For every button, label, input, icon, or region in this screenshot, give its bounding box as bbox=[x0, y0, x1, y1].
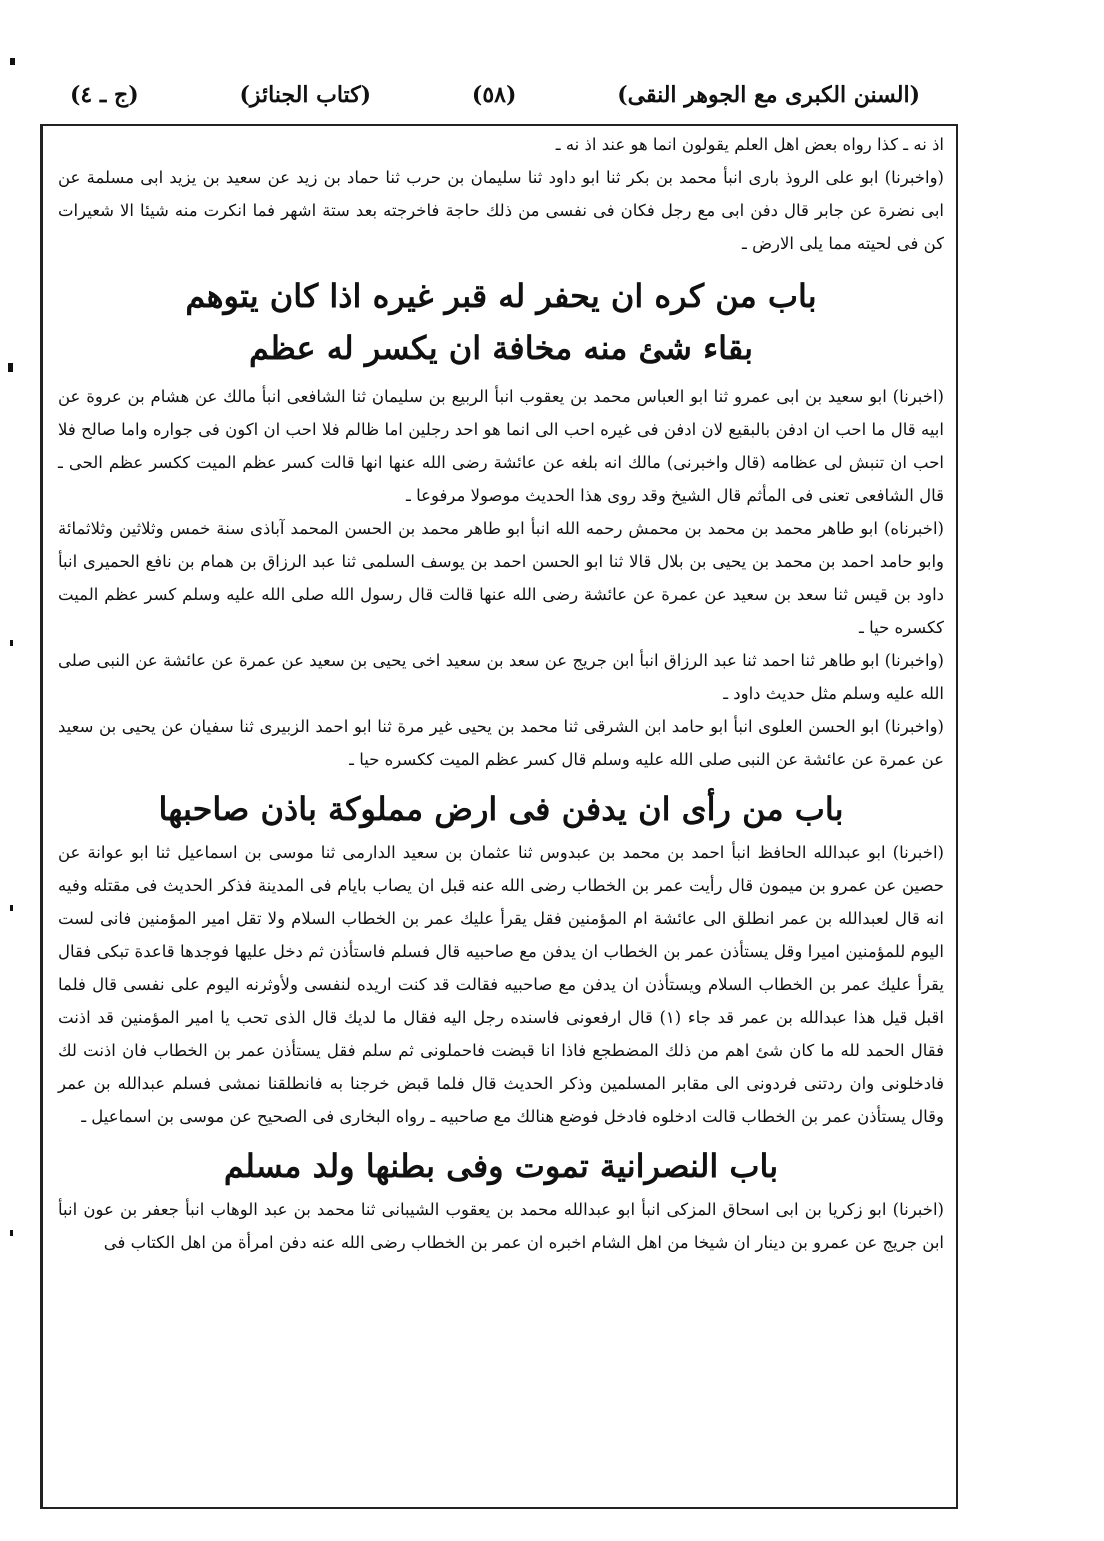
paragraph: (واخبرنا) ابو طاهر ثنا احمد ثنا عبد الرزاق انبأ ابن جريج عن سعد بن سعيد اخى يحيى بن سعيد عن عمرة عن عائشة عن النبى صلى الله عليه وسلم مثل حديث داود ـ bbox=[58, 651, 944, 703]
margin-mark bbox=[10, 640, 13, 646]
page-header bbox=[70, 70, 920, 120]
chapter-heading: باب النصرانية تموت وفى بطنها ولد مسلم bbox=[223, 1147, 779, 1185]
paragraph: (واخبرنا) ابو على الروذ بارى انبأ محمد بن بكر ثنا ابو داود ثنا سليمان بن حرب ثنا حماد بن زيد عن سعيد بن يزيد ابى مسلمة عن ابى نضرة عن جابر قال دفن ابى مع رجل فكان فى نفسى من ذلك حاجة فاخرجته بعد ستة اشهر فما انكرت منه شيئا الا شعيرات كن فى لحيته مما يلى الارض ـ bbox=[58, 168, 944, 253]
page-content bbox=[58, 128, 944, 1259]
paragraph: (اخبرنا) ابو عبدالله الحافظ انبأ احمد بن محمد بن عبدوس ثنا عثمان بن سعيد الدارمى ثنا موسى بن اسماعيل ثنا ابو عوانة عن حصين عن عمرو بن ميمون قال رأيت عمر بن الخطاب رضى الله عنه قبل ان يصاب بايام فى المدينة فذكر الحديث فى مقتله وفيه انه قال لعبدالله بن عمر انطلق الى عائشة ام المؤمنين فقل يقرأ عليك عمر بن الخطاب السلام ولا تقل امير المؤمنين فانى لست اليوم للمؤمنين اميرا وقل يستأذن عمر بن الخطاب ان يدفن مع صاحبيه قال فسلم فاستأذن ثم دخل عليها فوجدها قاعدة تبكى فقال يقرأ عليك عمر بن الخطاب السلام ويستأذن ان يدفن مع صاحبيه فقالت قد كنت اريده لنفسى ولأوثرنه اليوم على نفسى قال فلما اقبل قيل هذا عبدالله بن عمر قد جاء (١) قال ارفعونى فاسنده رجل اليه فقال ما لديك قال الذى تحب يا امير المؤمنين قد اذنت فقال الحمد لله ما كان شئ اهم من ذلك المضطجع فاذا انا قبضت فاحملونى ثم سلم فقل يستأذن عمر بن الخطاب فان اذنت لك فادخلونى وان ردتنى فردونى الى مقابر المسلمين وذكر الحديث قال فلما قبض خرجنا به فانطلقنا نمشى فسلم عبدالله بن عمر وقال يستأذن عمر بن الخطاب قالت ادخلوه فادخل فوضع هنالك مع صاحبيه ـ رواه البخارى فى الصحيح عن موسى بن اسماعيل ـ bbox=[58, 843, 945, 1126]
chapter-heading bbox=[58, 270, 944, 374]
margin-mark bbox=[10, 58, 15, 65]
chapter-heading: باب من رأى ان يدفن فى ارض مملوكة باذن صاحبها bbox=[158, 790, 844, 828]
book-title: (السنن الكبرى مع الجوهر النقى) bbox=[617, 82, 920, 108]
margin-mark bbox=[8, 363, 13, 372]
section-title: (كتاب الجنائز) bbox=[239, 82, 372, 108]
volume-number: (ج ـ ٤) bbox=[70, 82, 139, 108]
paragraph: (اخبرنا) ابو زكريا بن ابى اسحاق المزكى انبأ ابو عبدالله محمد بن يعقوب الشيبانى ثنا محمد بن عبد الوهاب انبأ جعفر بن عون انبأ ابن جريج عن عمرو بن دينار ان شيخا من اهل الشام اخبره ان عمر بن الخطاب رضى الله عنه دفن امرأة من اهل الكتاب فى bbox=[58, 1200, 944, 1252]
paragraph: (واخبرنا) ابو الحسن العلوى انبأ ابو حامد ابن الشرقى ثنا محمد بن يحيى غير مرة ثنا ابو احمد الزبيرى ثنا سفيان عن يحيى بن سعيد عن عمرة عن عائشة عن النبى صلى الله عليه وسلم قال كسر عظم الميت ككسره حيا ـ bbox=[58, 717, 944, 769]
paragraph: (اخبرناه) ابو طاهر محمد بن محمد بن محمش رحمه الله انبأ ابو طاهر محمد بن الحسن المحمد آباذى سنة خمس وثلاثين وثلاثمائة وابو حامد احمد بن محمد بن يحيى بن بلال قالا ثنا ابو الحسن احمد بن يوسف السلمى ثنا عبد الرزاق بن همام بن نافع الحميرى انبأ داود بن قيس ثنا سعد بن سعيد عن عمرة عن عائشة رضى الله عنها قالت قال رسول الله صلى الله عليه وسلم كسر عظم الميت ككسره حيا ـ bbox=[58, 519, 944, 637]
page-number: (٥٨) bbox=[471, 82, 517, 108]
margin-mark bbox=[10, 905, 13, 911]
chapter-heading-line: بقاء شئ منه مخافة ان يكسر له عظم bbox=[248, 329, 754, 367]
chapter-heading-line: باب من كره ان يحفر له قبر غيره اذا كان يتوهم bbox=[185, 277, 817, 315]
paragraph: (اخبرنا) ابو سعيد بن ابى عمرو ثنا ابو العباس محمد بن يعقوب انبأ الربيع بن سليمان ثنا الشافعى انبأ مالك عن هشام بن عروة عن ابيه قال ما احب ان ادفن بالبقيع لان ادفن فى غيره احب الى انما هو احد رجلين اما ظالم فلا احب ان اكون فى جواره واما صالح فلا احب ان تنبش لى عظامه (قال واخبرنى) مالك انه بلغه عن عائشة رضى الله عنها انها قالت كسر عظم الميت ككسر عظم الحى ـ قال الشافعى تعنى فى المأثم قال الشيخ وقد روى هذا الحديث موصولا مرفوعا ـ bbox=[58, 387, 944, 505]
paragraph: اذ نه ـ كذا رواه بعض اهل العلم يقولون انما هو عند اذ نه ـ bbox=[555, 135, 944, 154]
margin-mark bbox=[10, 1230, 13, 1236]
